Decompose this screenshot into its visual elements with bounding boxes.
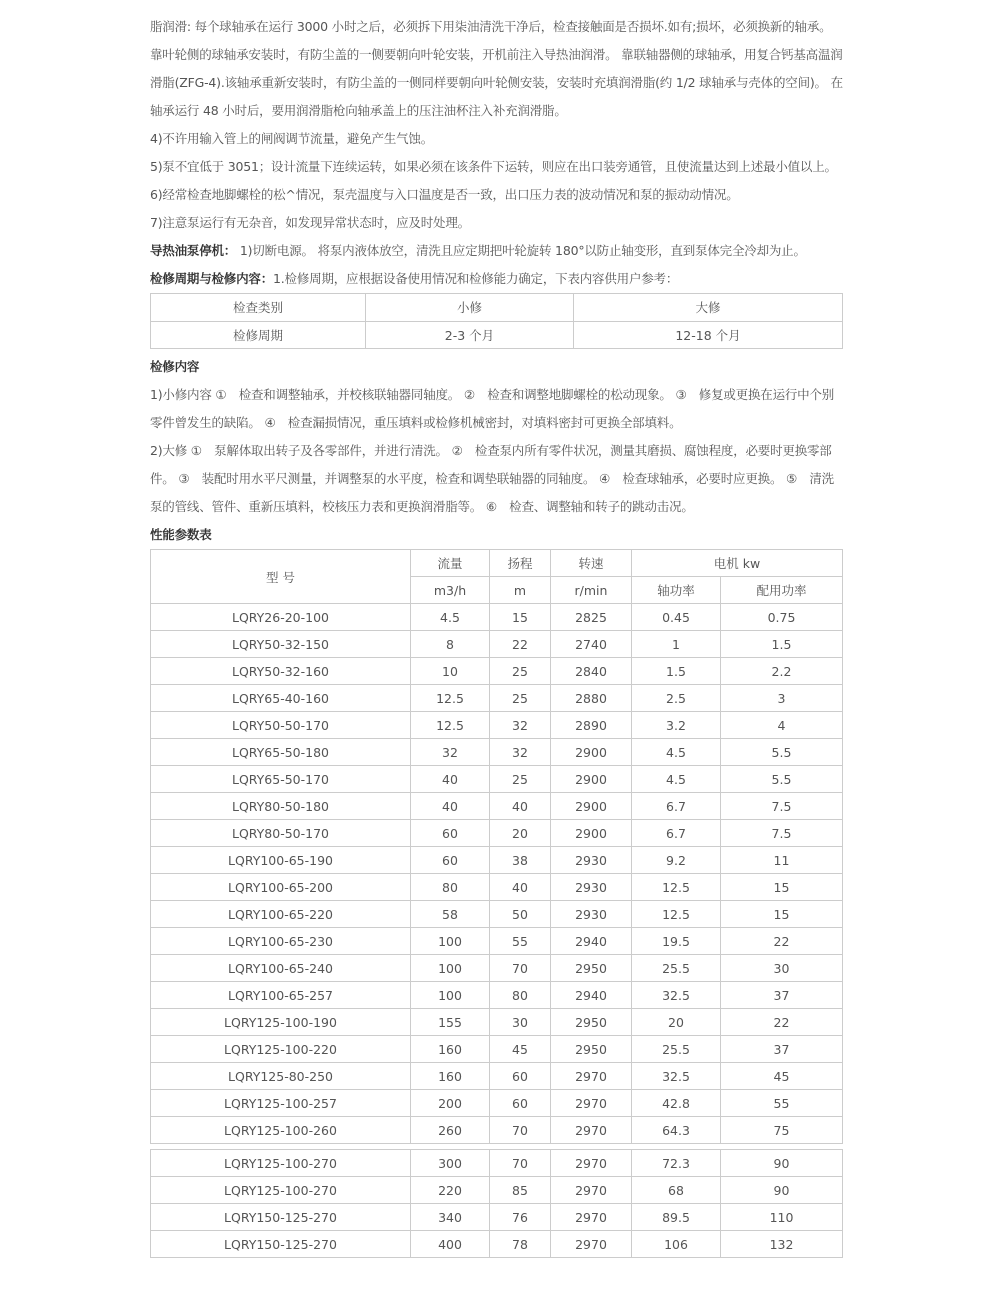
table-cell: LQRY125-100-257 [151,1090,411,1117]
table-cell: 2940 [551,928,632,955]
table-cell: 25 [490,685,551,712]
table-cell: 2900 [551,739,632,766]
table-cell: LQRY150-125-270 [151,1204,411,1231]
table-cell: 2825 [551,604,632,631]
table-row [151,321,843,349]
table-cell: 106 [632,1231,721,1258]
table-cell: 3.2 [632,712,721,739]
table-cell: 11 [721,847,843,874]
header-speed: 转速 [551,550,632,577]
table-row [151,766,843,793]
table-cell: 110 [721,1204,843,1231]
table-cell: 60 [411,847,490,874]
table-cell: 2970 [551,1090,632,1117]
table-row [151,631,843,658]
table-cell: 小修 [366,294,574,322]
table-cell: 7.5 [721,793,843,820]
table-cell: 2-3 个月 [366,321,574,349]
table-cell: 45 [490,1036,551,1063]
table-cell: LQRY125-100-220 [151,1036,411,1063]
paragraph-text: 5)泵不宜低于 3051；设计流量下连续运转，如果必须在该条件下运转，则应在出口装旁通管，且使流量达到上述最小值以上。 [150,159,837,174]
table-cell: 55 [721,1090,843,1117]
table-cell: 155 [411,1009,490,1036]
table-cell: 12-18 个月 [574,321,843,349]
table-cell: 37 [721,1036,843,1063]
table-cell: 80 [490,982,551,1009]
table-row [151,793,843,820]
table-cell: 1.5 [632,658,721,685]
table-cell: 100 [411,982,490,1009]
table-cell: 70 [490,1117,551,1144]
paragraph-text: 1.检修周期，应根据设备使用情况和检修能力确定，下表内容供用户参考： [273,271,679,286]
table-row [151,294,843,322]
table-cell: 9.2 [632,847,721,874]
table-cell: 1 [632,631,721,658]
table-cell: 89.5 [632,1204,721,1231]
table-cell: 340 [411,1204,490,1231]
paragraph [150,353,843,381]
paragraph [150,521,843,549]
table-cell: 6.7 [632,793,721,820]
table-row [151,874,843,901]
table-cell: 40 [490,874,551,901]
table-cell: 2930 [551,847,632,874]
table-cell: 20 [632,1009,721,1036]
table-row [151,739,843,766]
paragraph [150,209,843,237]
table-cell: 100 [411,955,490,982]
paragraph [150,437,843,521]
table-cell: 25.5 [632,1036,721,1063]
table-cell: 2840 [551,658,632,685]
table-cell: LQRY125-100-260 [151,1117,411,1144]
table-row [151,1036,843,1063]
table-cell: 60 [490,1090,551,1117]
table-cell: 300 [411,1150,490,1177]
table-cell: 22 [721,928,843,955]
table-cell: 32.5 [632,982,721,1009]
table-cell: 5.5 [721,739,843,766]
paragraph-text: 6)经常检查地脚螺栓的松^情况，泵壳温度与入口温度是否一致，出口压力表的波动情况和泵的振动动情况。 [150,187,739,202]
table-cell: 37 [721,982,843,1009]
table-cell: 2970 [551,1063,632,1090]
header-head-unit: m [490,577,551,604]
table-cell: LQRY65-50-180 [151,739,411,766]
paragraph-heading: 导热油泵停机： [150,243,237,258]
table-row [151,1204,843,1231]
table-cell: 7.5 [721,820,843,847]
table-row [151,1150,843,1177]
table-row [151,604,843,631]
table-cell: LQRY125-100-190 [151,1009,411,1036]
table-cell: LQRY100-65-230 [151,928,411,955]
table-cell: 90 [721,1177,843,1204]
table-cell: 15 [490,604,551,631]
table-cell: LQRY100-65-190 [151,847,411,874]
table-row [151,901,843,928]
table-cell: 68 [632,1177,721,1204]
paragraph-text: 4)不许用输入管上的闸阀调节流量，避免产生气蚀。 [150,131,434,146]
table-cell: 12.5 [411,685,490,712]
header-model: 型 号 [151,550,411,604]
table-cell: LQRY50-32-160 [151,658,411,685]
table-row [151,955,843,982]
table-cell: 19.5 [632,928,721,955]
performance-table [150,549,843,1144]
table-cell: 90 [721,1150,843,1177]
header-row [151,550,843,577]
table-cell: 25 [490,658,551,685]
table-cell: 32 [411,739,490,766]
table-cell: 38 [490,847,551,874]
table-cell: 2.5 [632,685,721,712]
header-speed-unit: r/min [551,577,632,604]
table-cell: 2970 [551,1204,632,1231]
table-cell: 85 [490,1177,551,1204]
table-row [151,1063,843,1090]
table-row [151,685,843,712]
paragraph [150,237,843,265]
header-shaft-power: 轴功率 [632,577,721,604]
table-cell: 5.5 [721,766,843,793]
table-cell: 132 [721,1231,843,1258]
table-cell: 2880 [551,685,632,712]
table-cell: 2740 [551,631,632,658]
table-cell: 0.75 [721,604,843,631]
table-cell: LQRY125-80-250 [151,1063,411,1090]
table-cell: 72.3 [632,1150,721,1177]
paragraph [150,381,843,437]
table-cell: 10 [411,658,490,685]
table-cell: 30 [490,1009,551,1036]
table-cell: 60 [490,1063,551,1090]
table-cell: 15 [721,901,843,928]
table-cell: 2970 [551,1150,632,1177]
table-cell: 50 [490,901,551,928]
table-cell: 12.5 [411,712,490,739]
paragraph-text: 1)切断电源。 将泵内液体放空，清洗且应定期把叶轮旋转 180°以防止轴变形，直到泵体完全冷却为止。 [236,243,806,258]
table-cell: 2970 [551,1177,632,1204]
table-row [151,847,843,874]
table-cell: LQRY50-32-150 [151,631,411,658]
table-row [151,820,843,847]
table-cell: 2950 [551,955,632,982]
paragraph [150,153,843,181]
table-cell: LQRY100-65-220 [151,901,411,928]
table-cell: LQRY100-65-200 [151,874,411,901]
paragraph [150,125,843,153]
header-motor: 电机 kw [632,550,843,577]
table-cell: 70 [490,955,551,982]
paragraph [150,181,843,209]
table-cell: 12.5 [632,874,721,901]
table-cell: 22 [490,631,551,658]
table-row [151,982,843,1009]
table-cell: LQRY150-125-270 [151,1231,411,1258]
table-cell: 220 [411,1177,490,1204]
table-cell: 25.5 [632,955,721,982]
table-cell: 40 [411,766,490,793]
table-cell: 检查类别 [151,294,366,322]
maintenance-content-paragraphs [150,353,843,549]
table-cell: 64.3 [632,1117,721,1144]
header-flow-unit: m3/h [411,577,490,604]
table-cell: 12.5 [632,901,721,928]
table-cell: 78 [490,1231,551,1258]
table-cell: 80 [411,874,490,901]
table-cell: 100 [411,928,490,955]
table-cell: 0.45 [632,604,721,631]
table-cell: LQRY65-40-160 [151,685,411,712]
table-row [151,928,843,955]
table-cell: 42.8 [632,1090,721,1117]
paragraph-heading: 检修内容 [150,359,200,374]
table-row [151,1231,843,1258]
table-cell: 22 [721,1009,843,1036]
table-cell: 2970 [551,1231,632,1258]
table-row [151,712,843,739]
table-cell: 2950 [551,1036,632,1063]
table-row [151,1177,843,1204]
table-cell: 3 [721,685,843,712]
paragraph [150,265,843,293]
table-cell: 400 [411,1231,490,1258]
table-cell: 2940 [551,982,632,1009]
table-cell: LQRY100-65-257 [151,982,411,1009]
table-cell: 2.2 [721,658,843,685]
table-cell: 2930 [551,901,632,928]
table-cell: 2890 [551,712,632,739]
table-row [151,1090,843,1117]
table-cell: LQRY26-20-100 [151,604,411,631]
table-cell: 20 [490,820,551,847]
paragraph-heading: 性能参数表 [150,527,212,542]
paragraph [150,13,843,125]
table-cell: 25 [490,766,551,793]
table-cell: 76 [490,1204,551,1231]
table-cell: 2900 [551,793,632,820]
table-cell: LQRY125-100-270 [151,1177,411,1204]
paragraph-text: 2)大修 ① 泵解体取出转子及各零部件，并进行清洗。 ② 检查泵内所有零件状况，测量其磨损、腐蚀程度，必要时更换零部件。 ③ 装配时用水平尺测量，并调整泵的水平度，检查和调垫联轴器的同轴度。 ④ 检查球轴承，必要时应更换。 ⑤ 清洗泵的管线、管件、重新压填料，校核压力表和更换润滑脂等。 ⑥ 检查、调整轴和转子的跳动击况。 [150,443,834,514]
table-cell: 15 [721,874,843,901]
table-row [151,1009,843,1036]
table-cell: 160 [411,1063,490,1090]
paragraph-text: 1)小修内容 ① 检查和调整轴承，并校核联轴器同轴度。 ② 检查和调整地脚螺栓的松动现象。 ③ 修复或更换在运行中个别零件曾发生的缺陷。 ④ 检查漏损情况，重压填料或检修机械密封，对填料密封可更换全部填料。 [150,387,835,430]
table-cell: LQRY125-100-270 [151,1150,411,1177]
table-cell: LQRY100-65-240 [151,955,411,982]
table-cell: 40 [490,793,551,820]
header-flow: 流量 [411,550,490,577]
header-rated-power: 配用功率 [721,577,843,604]
table-cell: 70 [490,1150,551,1177]
table-cell: 2930 [551,874,632,901]
table-cell: 6.7 [632,820,721,847]
table-cell: 4.5 [411,604,490,631]
table-cell: LQRY50-50-170 [151,712,411,739]
table-cell: 2900 [551,766,632,793]
table-cell: 检修周期 [151,321,366,349]
paragraph-text: 7)注意泵运行有无杂音，如发现异常状态时，应及时处理。 [150,215,470,230]
table-cell: 160 [411,1036,490,1063]
table-cell: 4 [721,712,843,739]
table-cell: 2970 [551,1117,632,1144]
article-content [150,13,843,1258]
performance-table-continued [150,1149,843,1258]
table-cell: 40 [411,793,490,820]
paragraph-heading: 检修周期与检修内容： [150,271,274,286]
table-cell: 200 [411,1090,490,1117]
header-head: 扬程 [490,550,551,577]
maintenance-paragraphs [150,13,843,293]
maintenance-cycle-table [150,293,843,349]
table-cell: 45 [721,1063,843,1090]
table-row [151,658,843,685]
table-cell: 1.5 [721,631,843,658]
table-cell: 30 [721,955,843,982]
table-cell: 75 [721,1117,843,1144]
table-cell: 32 [490,739,551,766]
table-cell: 2950 [551,1009,632,1036]
table-cell: 32.5 [632,1063,721,1090]
table-row [151,1117,843,1144]
table-cell: 32 [490,712,551,739]
table-cell: LQRY80-50-180 [151,793,411,820]
table-cell: 55 [490,928,551,955]
table-cell: 4.5 [632,766,721,793]
table-cell: LQRY65-50-170 [151,766,411,793]
table-cell: 58 [411,901,490,928]
table-cell: 大修 [574,294,843,322]
table-cell: 8 [411,631,490,658]
table-cell: 60 [411,820,490,847]
table-cell: 260 [411,1117,490,1144]
paragraph-text: 脂润滑: 每个球轴承在运行 3000 小时之后，必须拆下用柒油清洗干净后，检查接触面是否损坏.如有;损坏，必须换新的轴承。 靠叶轮侧的球轴承安装时，有防尘盖的一侧要朝向叶轮安装，开机前注入导热油润滑。 靠联轴器侧的球轴承，用复合钙基高温润滑脂(ZFG-4).该轴承重新安装时，有防尘盖的一侧同样要朝向叶轮侧安装，安装时充填润滑脂(约 1/2 球轴承与壳体的空间)。 在轴承运行 48 小时后，要用润滑脂枪向轴承盖上的压注油杯注入补充润滑脂。 [150,19,843,118]
table-cell: 2900 [551,820,632,847]
table-cell: 4.5 [632,739,721,766]
table-cell: LQRY80-50-170 [151,820,411,847]
